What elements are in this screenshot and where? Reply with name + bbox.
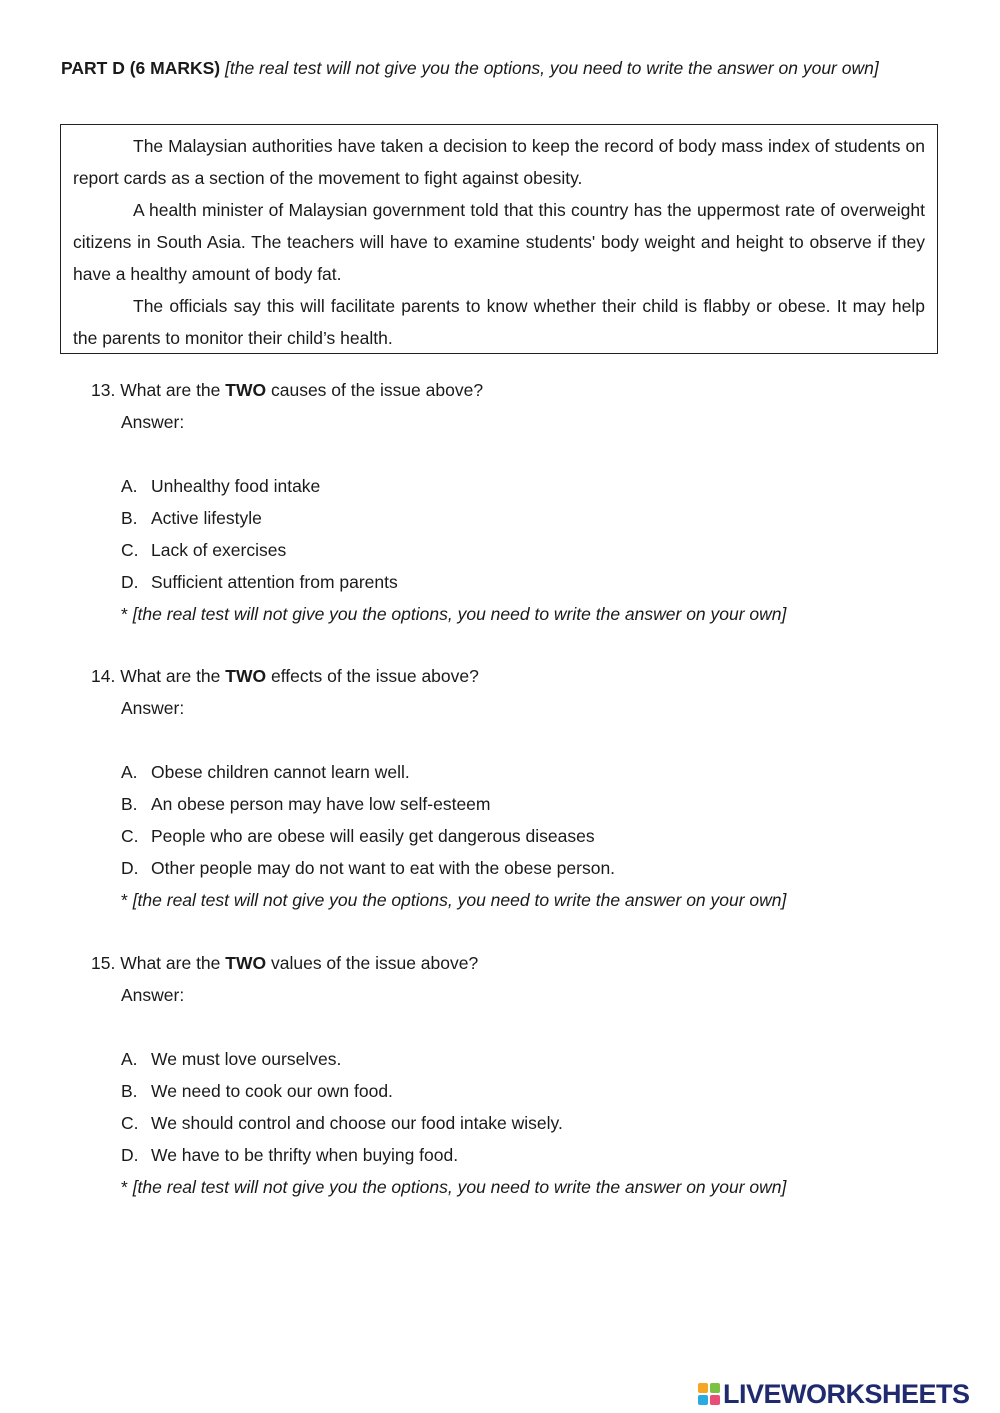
answer-label: Answer: xyxy=(121,412,185,432)
prompt-text: values of the issue above? xyxy=(270,953,479,973)
option-letter: D. xyxy=(121,572,139,592)
prompt-text: What are the xyxy=(120,380,221,400)
answer-label: Answer: xyxy=(121,985,185,1005)
option-text: We should control and choose our food intake wisely. xyxy=(151,1113,563,1133)
option-letter: A. xyxy=(121,476,138,496)
option-b[interactable] xyxy=(121,502,786,534)
options-list xyxy=(91,756,786,916)
options-list xyxy=(91,1043,786,1203)
option-b[interactable] xyxy=(121,1075,786,1107)
option-letter: C. xyxy=(121,1113,139,1133)
prompt-text: causes of the issue above? xyxy=(270,380,484,400)
note-text: [the real test will not give you the options, you need to write the answer on your own] xyxy=(132,604,787,624)
option-text: Lack of exercises xyxy=(151,540,287,560)
option-text: People who are obese will easily get dangerous diseases xyxy=(151,826,595,846)
question-prompt xyxy=(91,374,786,406)
option-text: An obese person may have low self-esteem xyxy=(151,794,491,814)
option-a[interactable] xyxy=(121,470,786,502)
liveworksheets-logo[interactable] xyxy=(697,1378,970,1410)
question-13 xyxy=(91,374,786,630)
option-text: Unhealthy food intake xyxy=(151,476,321,496)
answer-label: Answer: xyxy=(121,698,185,718)
option-letter: C. xyxy=(121,540,139,560)
option-text: Active lifestyle xyxy=(151,508,262,528)
question-14 xyxy=(91,660,786,916)
options-note xyxy=(121,1171,786,1203)
option-text: We have to be thrifty when buying food. xyxy=(151,1145,459,1165)
part-header xyxy=(61,58,879,79)
question-number: 13. xyxy=(91,380,116,400)
options-note xyxy=(121,598,786,630)
part-note: [the real test will not give you the options, you need to write the answer on your own] xyxy=(225,58,879,78)
question-prompt xyxy=(91,660,786,692)
passage-paragraph: The officials say this will facilitate parents to know whether their child is flabby or obese. It may help the parents to monitor their child’s health. xyxy=(73,296,925,348)
option-c[interactable] xyxy=(121,820,786,852)
liveworksheets-logo-icon xyxy=(697,1382,721,1406)
option-text: We need to cook our own food. xyxy=(151,1081,393,1101)
prompt-emphasis: TWO xyxy=(225,666,267,686)
option-letter: D. xyxy=(121,1145,139,1165)
option-text: Sufficient attention from parents xyxy=(151,572,398,592)
option-c[interactable] xyxy=(121,534,786,566)
question-number: 15. xyxy=(91,953,116,973)
option-letter: B. xyxy=(121,1081,138,1101)
options-list xyxy=(91,470,786,630)
prompt-emphasis: TWO xyxy=(225,380,267,400)
option-letter: A. xyxy=(121,762,138,782)
option-text: We must love ourselves. xyxy=(151,1049,342,1069)
question-prompt xyxy=(91,947,786,979)
note-star: * xyxy=(121,604,128,624)
option-d[interactable] xyxy=(121,566,786,598)
question-15 xyxy=(91,947,786,1203)
option-text: Obese children cannot learn well. xyxy=(151,762,410,782)
option-a[interactable] xyxy=(121,756,786,788)
option-letter: D. xyxy=(121,858,139,878)
options-note xyxy=(121,884,786,916)
option-b[interactable] xyxy=(121,788,786,820)
prompt-text: effects of the issue above? xyxy=(270,666,479,686)
prompt-text: What are the xyxy=(120,953,221,973)
prompt-emphasis: TWO xyxy=(225,953,267,973)
option-d[interactable] xyxy=(121,1139,786,1171)
option-d[interactable] xyxy=(121,852,786,884)
part-title: PART D (6 MARKS) xyxy=(61,58,221,78)
option-text: Other people may do not want to eat with the obese person. xyxy=(151,858,616,878)
note-text: [the real test will not give you the options, you need to write the answer on your own] xyxy=(132,1177,787,1197)
note-star: * xyxy=(121,1177,128,1197)
note-text: [the real test will not give you the options, you need to write the answer on your own] xyxy=(132,890,787,910)
option-letter: C. xyxy=(121,826,139,846)
note-star: * xyxy=(121,890,128,910)
passage-paragraph: The Malaysian authorities have taken a decision to keep the record of body mass index of students on report cards as a section of the movement to fight against obesity. xyxy=(73,136,925,188)
reading-passage xyxy=(60,124,938,354)
option-a[interactable] xyxy=(121,1043,786,1075)
passage-paragraph: A health minister of Malaysian government told that this country has the uppermost rate of overweight citizens in South Asia. The teachers will have to examine students' body weight and height to observe if they have a healthy amount of body fat. xyxy=(73,200,925,284)
option-c[interactable] xyxy=(121,1107,786,1139)
option-letter: B. xyxy=(121,508,138,528)
option-letter: A. xyxy=(121,1049,138,1069)
question-number: 14. xyxy=(91,666,116,686)
option-letter: B. xyxy=(121,794,138,814)
prompt-text: What are the xyxy=(120,666,221,686)
logo-text: LIVEWORKSHEETS xyxy=(723,1378,970,1409)
